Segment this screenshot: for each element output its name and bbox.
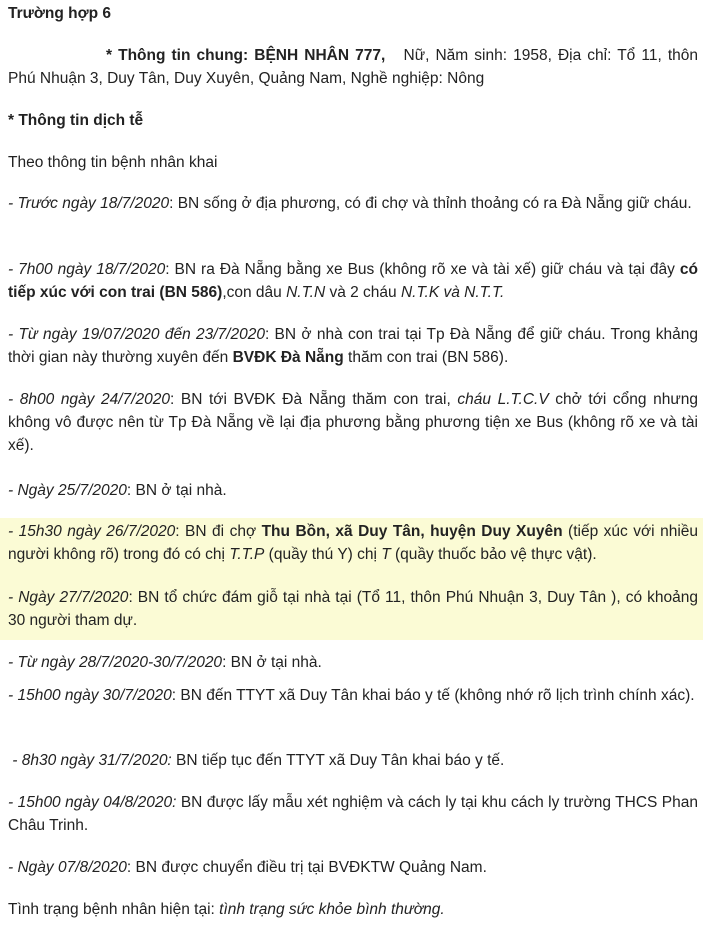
epi-heading: * Thông tin dịch tễ (8, 112, 144, 129)
entry-12: - Ngày 07/8/2020: BN được chuyển điều trị tại BVĐKTW Quảng Nam. (8, 859, 487, 876)
entry-4: - 8h00 ngày 24/7/2020: BN tới BVĐK Đà Nẵng thăm con trai, cháu L.T.C.V chở tới cổng nhưng không vô được nên từ Tp Đà Nẵng về lại địa phương bằng phương tiện xe Bus (không rõ xe và tài xế). (8, 391, 698, 454)
intro-text: Theo thông tin bệnh nhân khai (8, 154, 218, 171)
entry-6: - 15h30 ngày 26/7/2020: BN đi chợ Thu Bồn, xã Duy Tân, huyện Duy Xuyên (tiếp xúc với nhiều người không rõ) trong đó có chị T.T.P (quầy thú Y) chị T (quầy thuốc bảo vệ thực vật). (8, 523, 699, 563)
entry-10: - 8h30 ngày 31/7/2020: BN tiếp tục đến TTYT xã Duy Tân khai báo y tế. (8, 752, 505, 769)
entry-11: - 15h00 ngày 04/8/2020: BN được lấy mẫu xét nghiệm và cách ly tại khu cách ly trường THCS Phan Châu Trinh. (8, 794, 698, 834)
case-heading: Trường hợp 6 (8, 5, 112, 22)
entry-8: - Từ ngày 28/7/2020-30/7/2020: BN ở tại nhà. (8, 654, 322, 671)
entry-2: - 7h00 ngày 18/7/2020: BN ra Đà Nẵng bằng xe Bus (không rõ xe và tài xế) giữ cháu và tại đây có tiếp xúc với con trai (BN 586),con dâu N.T.N và 2 cháu N.T.K và N.T.T. (8, 261, 698, 301)
entry-7: - Ngày 27/7/2020: BN tổ chức đám giỗ tại nhà tại (Tổ 11, thôn Phú Nhuận 3, Duy Tân ), có khoảng 30 người tham dự. (8, 589, 699, 629)
entry-9: - 15h00 ngày 30/7/2020: BN đến TTYT xã Duy Tân khai báo y tế (không nhớ rõ lịch trình chính xác). (8, 687, 695, 704)
entry-3: - Từ ngày 19/07/2020 đến 23/7/2020: BN ở nhà con trai tại Tp Đà Nẵng để giữ cháu. Trong khảng thời gian này thường xuyên đến BVĐK Đà Nẵng thăm con trai (BN 586). (8, 326, 698, 366)
entry-5: - Ngày 25/7/2020: BN ở tại nhà. (8, 482, 227, 499)
entry-1: - Trước ngày 18/7/2020: BN sống ở địa phương, có đi chợ và thỉnh thoảng có ra Đà Nẵng giữ cháu. (8, 195, 692, 212)
patient-status: Tình trạng bệnh nhân hiện tại: tình trạng sức khỏe bình thường. (8, 901, 445, 918)
general-info: * Thông tin chung: BỆNH NHÂN 777, Nữ, Năm sinh: 1958, Địa chỉ: Tổ 11, thôn Phú Nhuận 3, Duy Tân, Duy Xuyên, Quảng Nam, Nghề nghiệp: Nông (8, 47, 698, 87)
